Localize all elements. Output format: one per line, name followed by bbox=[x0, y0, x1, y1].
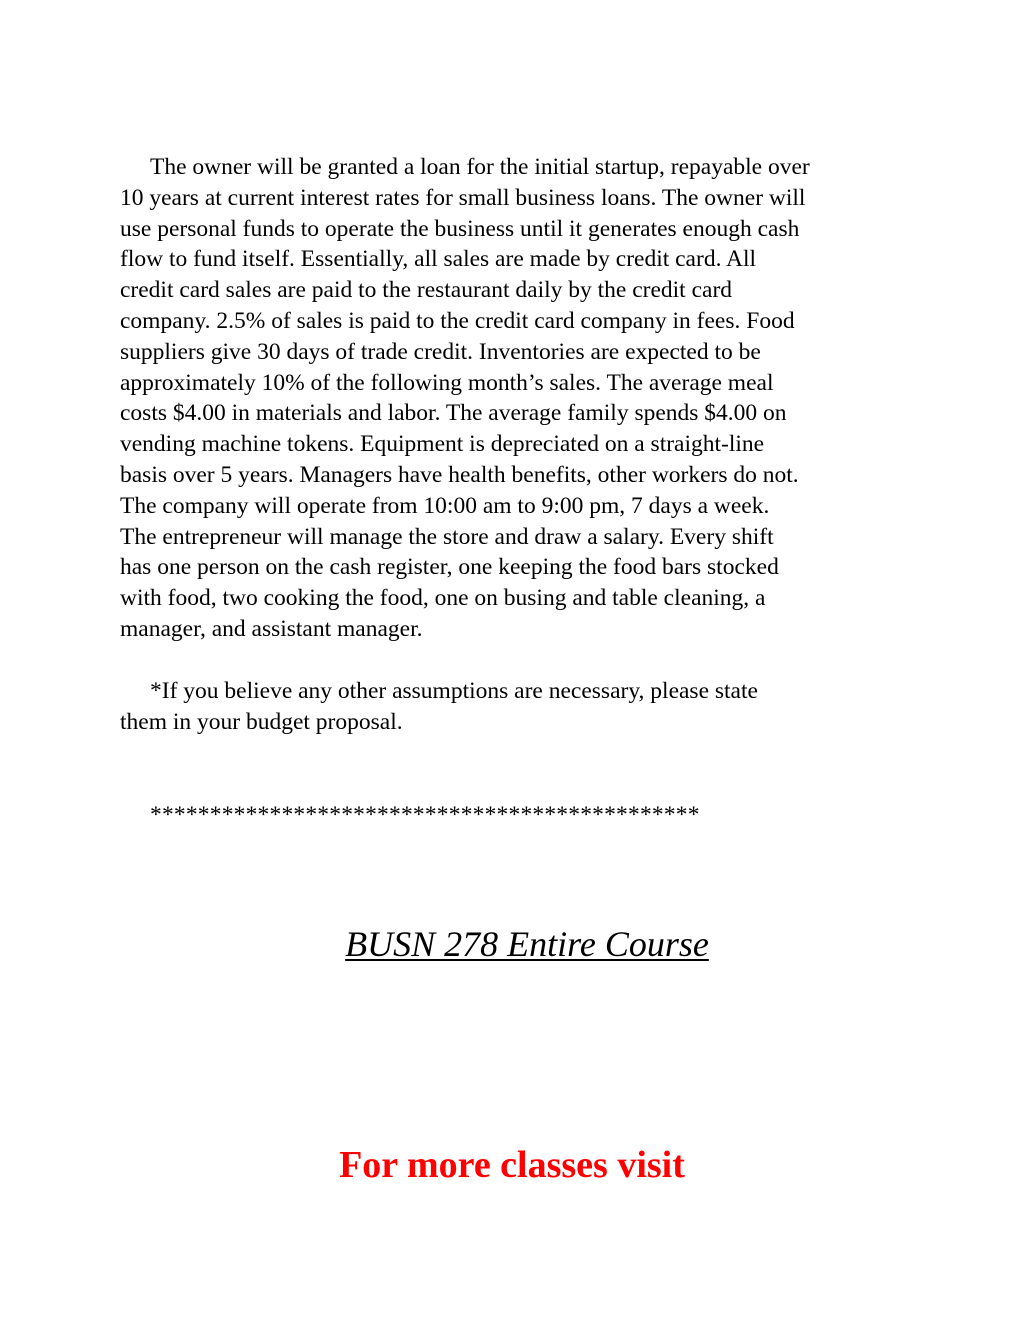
assumptions-paragraph bbox=[120, 152, 910, 645]
paragraph-line: suppliers give 30 days of trade credit. Inventories are expected to be bbox=[120, 338, 761, 365]
paragraph-line: company. 2.5% of sales is paid to the credit card company in fees. Food bbox=[120, 307, 795, 334]
note-line: *If you believe any other assumptions are necessary, please state bbox=[150, 678, 758, 704]
course-title: BUSN 278 Entire Course bbox=[345, 924, 709, 964]
paragraph-line: costs $4.00 in materials and labor. The average family spends $4.00 on bbox=[120, 400, 787, 427]
asterisk-separator: ********************************************** bbox=[150, 802, 700, 828]
paragraph-line: has one person on the cash register, one keeping the food bars stocked bbox=[120, 554, 779, 581]
paragraph-line: The company will operate from 10:00 am to 9:00 pm, 7 days a week. bbox=[120, 492, 770, 519]
paragraph-line: manager, and assistant manager. bbox=[120, 615, 423, 642]
paragraph-line: with food, two cooking the food, one on busing and table cleaning, a bbox=[120, 585, 766, 612]
paragraph-line: approximately 10% of the following month’s sales. The average meal bbox=[120, 369, 774, 396]
note-line: them in your budget proposal. bbox=[120, 708, 403, 735]
paragraph-line: vending machine tokens. Equipment is depreciated on a straight-line bbox=[120, 431, 765, 458]
paragraph-line: The entrepreneur will manage the store and draw a salary. Every shift bbox=[120, 523, 774, 550]
paragraph-line: flow to fund itself. Essentially, all sales are made by credit card. All bbox=[120, 246, 757, 273]
assumptions-note bbox=[120, 676, 910, 738]
paragraph-line: use personal funds to operate the business until it generates enough cash bbox=[120, 215, 800, 242]
paragraph-line: basis over 5 years. Managers have health benefits, other workers do not. bbox=[120, 461, 799, 488]
paragraph-line: The owner will be granted a loan for the initial startup, repayable over bbox=[150, 154, 810, 180]
paragraph-line: credit card sales are paid to the restaurant daily by the credit card bbox=[120, 277, 733, 304]
paragraph-line: 10 years at current interest rates for small business loans. The owner will bbox=[120, 184, 806, 211]
more-classes-visit-text: For more classes visit bbox=[339, 1144, 685, 1186]
